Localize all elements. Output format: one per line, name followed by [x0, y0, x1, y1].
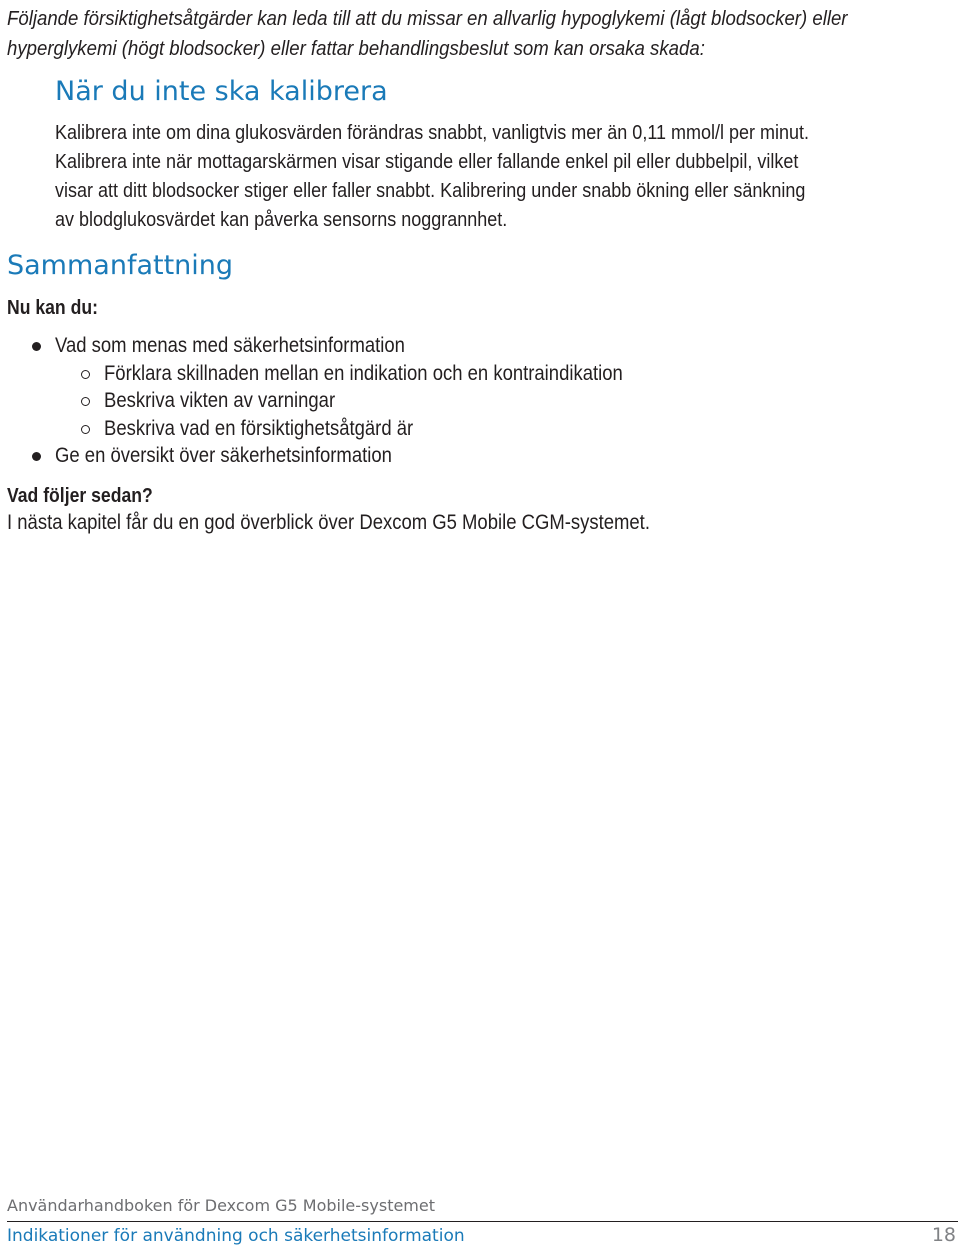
circle-bullet-icon	[81, 425, 90, 434]
calibrate-paragraph	[55, 119, 809, 235]
section-heading-calibrate: När du inte ska kalibrera	[55, 76, 388, 107]
paragraph-line: av blodglukosvärdet kan påverka sensorns noggrannhet.	[55, 209, 508, 231]
next-text: I nästa kapitel får du en god överblick över Dexcom G5 Mobile CGM-systemet.	[7, 511, 650, 534]
circle-bullet-icon	[81, 370, 90, 379]
list-item-text: Förklara skillnaden mellan en indikation och en kontraindikation	[104, 362, 623, 385]
intro-line-2: hyperglykemi (högt blodsocker) eller fattar behandlingsbeslut som kan orsaka skada:	[7, 38, 705, 60]
summary-label: Nu kan du:	[7, 297, 98, 319]
list-item	[0, 387, 367, 415]
page-number: 18	[931, 1224, 956, 1246]
list-item	[0, 360, 694, 388]
intro-text	[7, 4, 848, 64]
footer-divider	[7, 1221, 958, 1222]
bullet-icon	[32, 452, 41, 461]
list-item	[0, 442, 438, 470]
footer-manual-title: Användarhandboken för Dexcom G5 Mobile-systemet	[7, 1196, 436, 1215]
list-item-text: Beskriva vikten av varningar	[104, 389, 336, 412]
list-item-text: Ge en översikt över säkerhetsinformation	[55, 444, 392, 467]
circle-bullet-icon	[81, 397, 90, 406]
list-item	[0, 332, 453, 360]
paragraph-line: Kalibrera inte när mottagarskärmen visar stigande eller fallande enkel pil eller dubbelpil, vilket	[55, 151, 799, 173]
list-item	[0, 415, 455, 443]
list-item-text: Beskriva vad en försiktighetsåtgärd är	[104, 417, 414, 440]
intro-line-1: Följande försiktighetsåtgärder kan leda till att du missar en allvarlig hypoglykemi (lågt blodsocker) eller	[7, 8, 848, 30]
list-item-text: Vad som menas med säkerhetsinformation	[55, 334, 405, 357]
next-label: Vad följer sedan?	[7, 485, 153, 507]
bullet-icon	[32, 342, 41, 351]
footer-chapter-title: Indikationer för användning och säkerhetsinformation	[7, 1226, 465, 1246]
summary-heading: Sammanfattning	[7, 250, 234, 281]
paragraph-line: visar att ditt blodsocker stiger eller faller snabbt. Kalibrering under snabb ökning eller sänkning	[55, 180, 806, 202]
paragraph-line: Kalibrera inte om dina glukosvärden förändras snabbt, vanligtvis mer än 0,11 mmol/l per minut.	[55, 122, 810, 144]
